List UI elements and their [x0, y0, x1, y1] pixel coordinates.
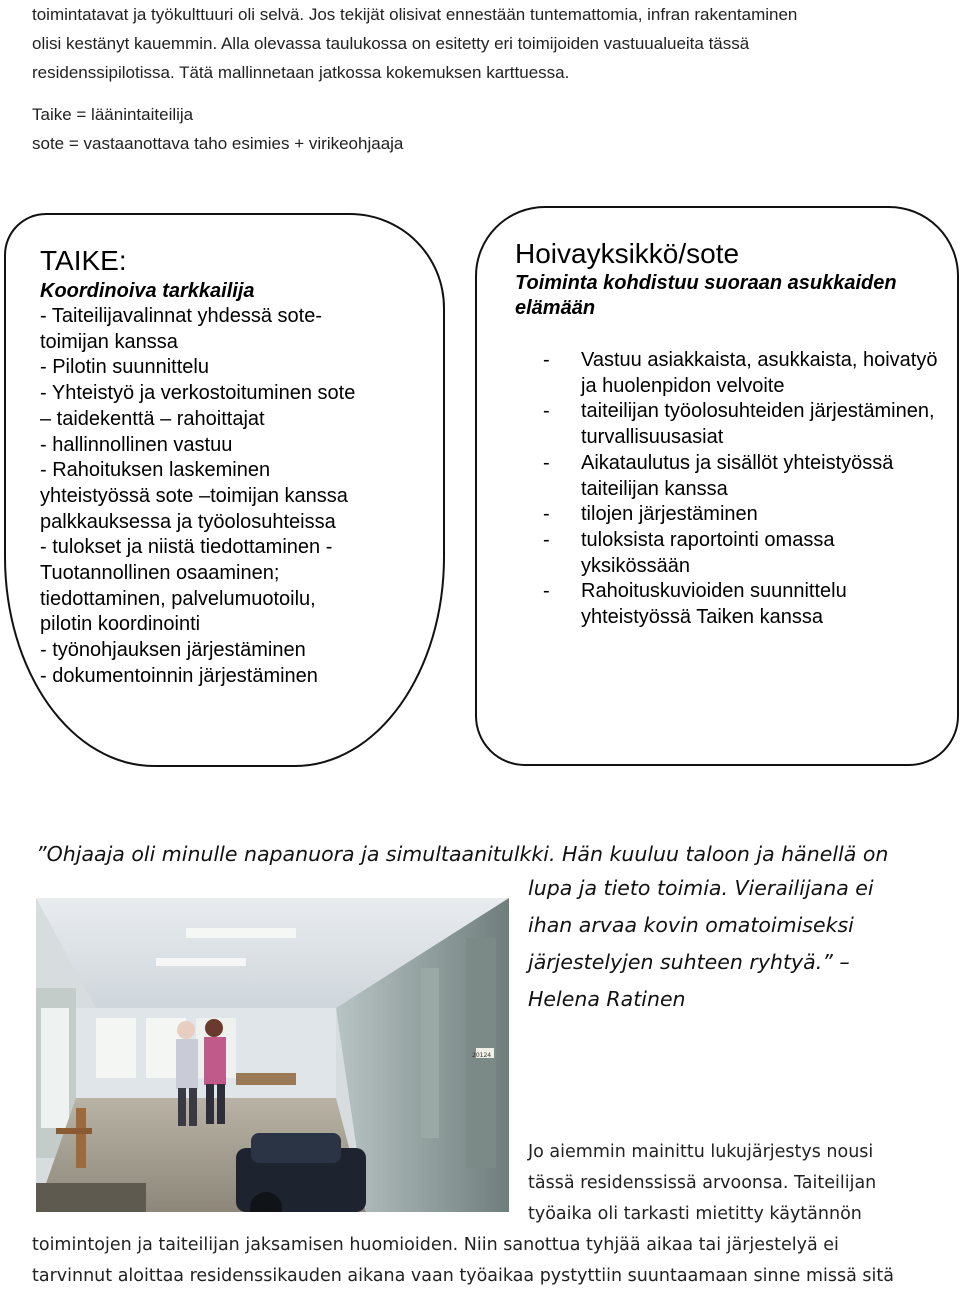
list-item: - tilojen järjestäminen: [543, 502, 943, 528]
paragraph-line: tarvinnut aloittaa residenssikauden aikana vaan työaikaa pystyttiin suuntaamaan sinne missä sitä: [32, 1266, 894, 1286]
paragraph-line: tässä residenssissä arvoonsa. Taiteilijan: [528, 1173, 877, 1193]
list-item: - työnohjauksen järjestäminen: [40, 639, 306, 662]
list-item: - taiteilijan työolosuhteiden järjestäminen, turvallisuusasiat: [543, 399, 943, 450]
quote-first-line: ”Ohjaaja oli minulle napanuora ja simultaanitulkki. Hän kuuluu taloon ja hänellä on: [36, 842, 889, 866]
list-item: - hallinnollinen vastuu: [40, 433, 233, 456]
intro-line: toimintatavat ja työkulttuuri oli selvä. Jos tekijät olisivat ennestään tuntemattomia, infran rakentaminen: [32, 5, 798, 24]
list-item: palkkauksessa ja työolosuhteissa: [40, 510, 336, 533]
list-item: Tuotannollinen osaaminen;: [40, 562, 280, 585]
care-home-photo: [36, 898, 509, 1212]
list-item: - tuloksista raportointi omassa yksikössään: [543, 528, 943, 579]
sote-responsibilities-box: [475, 206, 959, 766]
list-item: yhteistyössä sote –toimijan kanssa: [40, 484, 348, 507]
intro-line: olisi kestänyt kauemmin. Alla olevassa taulukossa on esitetty eri toimijoiden vastuualueita tässä: [32, 34, 750, 53]
legend-sote: sote = vastaanottava taho esimies + virikeohjaaja: [32, 134, 404, 153]
sote-box-subtitle: Toiminta kohdistuu suoraan asukkaiden elämään: [515, 272, 897, 319]
list-item: - Yhteistyö ja verkostoituminen sote: [40, 382, 356, 405]
list-item: - Rahoituskuvioiden suunnittelu yhteistyössä Taiken kanssa: [543, 579, 943, 630]
sote-responsibility-list: [543, 348, 943, 631]
quote-author: Helena Ratinen: [528, 987, 686, 1011]
quote-line: ihan arvaa kovin omatoimiseksi: [528, 913, 854, 937]
closing-paragraph-wide: [32, 1230, 932, 1292]
closing-paragraph-narrow: [528, 1137, 948, 1230]
list-item: - Aikataulutus ja sisällöt yhteistyössä taiteilijan kanssa: [543, 451, 943, 502]
taike-responsibility-list: [40, 304, 420, 690]
paragraph-line: Jo aiemmin mainittu lukujärjestys nousi: [528, 1142, 874, 1162]
list-item: - tulokset ja niistä tiedottaminen -: [40, 536, 333, 559]
list-item: pilotin koordinointi: [40, 613, 201, 636]
quote-line: lupa ja tieto toimia. Vierailijana ei: [528, 876, 874, 900]
legend-taike: Taike = läänintaiteilija: [32, 105, 194, 124]
quote-continued: [528, 870, 948, 1018]
photo-illustration: [36, 898, 509, 1212]
list-item: - Pilotin suunnittelu: [40, 356, 209, 379]
list-item: – taidekenttä – rahoittajat: [40, 407, 265, 430]
abbreviation-legend: [32, 100, 403, 158]
taike-box-title: TAIKE:: [40, 245, 127, 276]
room-number-sign: 20124: [472, 1052, 492, 1059]
list-item: - Taiteilijavalinnat yhdessä sote-: [40, 305, 323, 327]
quote-line: järjestelyjen suhteen ryhtyä.” –: [528, 950, 850, 974]
taike-box-subtitle: Koordinoiva tarkkailija: [40, 280, 255, 302]
list-item: tiedottaminen, palvelumuotoilu,: [40, 587, 316, 610]
list-item: toimijan kanssa: [40, 330, 178, 353]
intro-paragraph: [32, 0, 932, 87]
list-item: - Rahoituksen laskeminen: [40, 459, 271, 482]
intro-line: residenssipilotissa. Tätä mallinnetaan jatkossa kokemuksen karttuessa.: [32, 63, 570, 82]
list-item: - Vastuu asiakkaista, asukkaista, hoivatyö ja huolenpidon velvoite: [543, 348, 943, 399]
sote-box-title: Hoivayksikkö/sote: [515, 238, 740, 269]
paragraph-line: työaika oli tarkasti mietitty käytännön: [528, 1204, 862, 1224]
taike-responsibilities-box: [4, 213, 445, 767]
list-item: - dokumentoinnin järjestäminen: [40, 664, 318, 687]
paragraph-line: toimintojen ja taiteilijan jaksamisen huomioiden. Niin sanottua tyhjää aikaa tai järjestelyä ei: [32, 1235, 839, 1255]
